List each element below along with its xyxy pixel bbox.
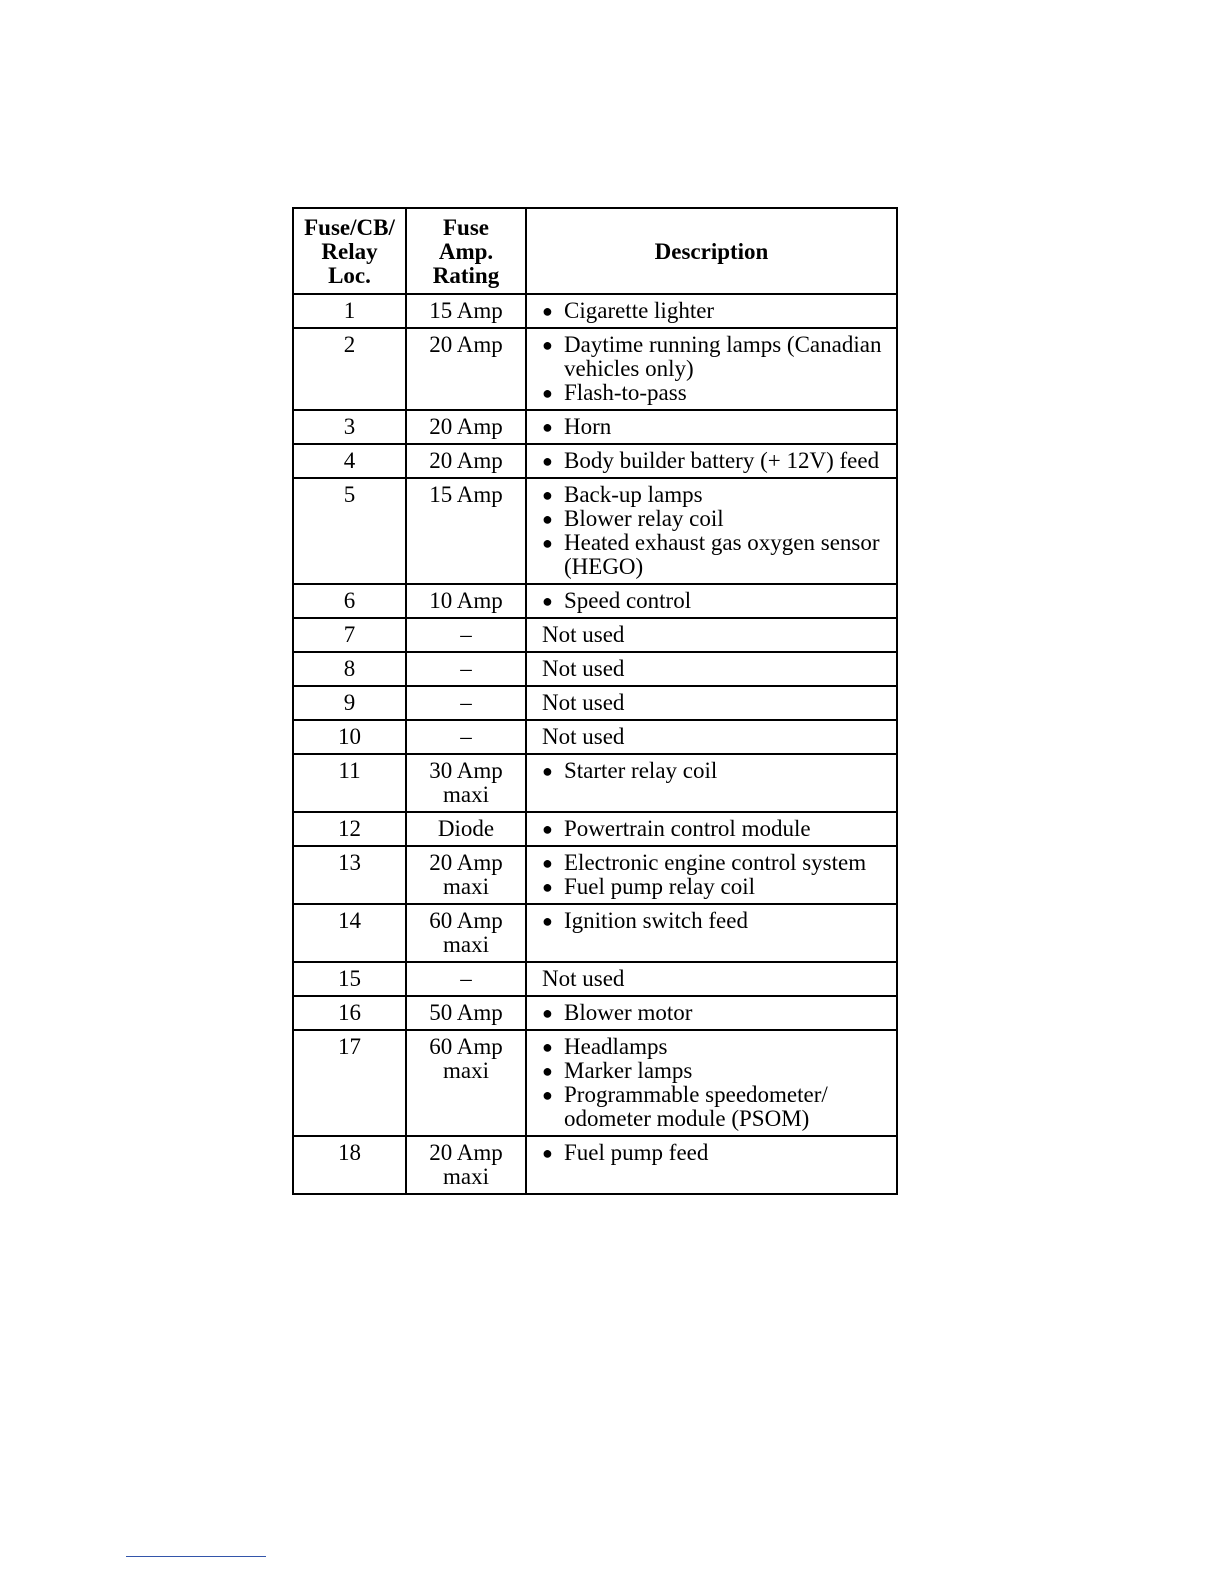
description-bullet-item — [542, 299, 890, 323]
cell-location: 12 — [293, 812, 406, 846]
table-row — [293, 996, 897, 1030]
bullet-text: Fuel pump feed — [564, 1140, 709, 1165]
bullet-icon: ● — [542, 335, 553, 355]
description-bullet-item — [542, 381, 890, 405]
bullet-text: Starter relay coil — [564, 758, 718, 783]
description-bullet-item — [542, 1035, 890, 1059]
cell-location: 7 — [293, 618, 406, 652]
description-bullet-item — [542, 875, 890, 899]
header-row — [293, 208, 897, 294]
cell-description — [526, 812, 897, 846]
cell-location: 4 — [293, 444, 406, 478]
cell-rating — [406, 720, 526, 754]
table-row — [293, 1136, 897, 1194]
bullet-text: Ignition switch feed — [564, 908, 748, 933]
cell-description — [526, 904, 897, 962]
rating-line: 20 Amp — [429, 332, 503, 357]
bullet-text: Back-up lamps — [564, 482, 703, 507]
description-bullet-item — [542, 507, 890, 531]
rating-line: 20 Amp — [429, 1140, 503, 1165]
cell-location: 18 — [293, 1136, 406, 1194]
cell-location: 3 — [293, 410, 406, 444]
header-description: Description — [526, 208, 897, 294]
cell-description — [526, 1030, 897, 1136]
bullet-icon: ● — [542, 301, 553, 321]
header-location-line: Fuse/CB/ — [304, 215, 395, 240]
table-header — [293, 208, 897, 294]
table-row — [293, 328, 897, 410]
cell-location: 6 — [293, 584, 406, 618]
cell-rating — [406, 1136, 526, 1194]
bullet-text: Powertrain control module — [564, 816, 811, 841]
cell-rating — [406, 444, 526, 478]
cell-rating — [406, 328, 526, 410]
rating-line: maxi — [443, 782, 489, 807]
bullet-icon: ● — [542, 451, 553, 471]
cell-rating — [406, 686, 526, 720]
rating-line: 10 Amp — [429, 588, 503, 613]
cell-description — [526, 328, 897, 410]
rating-line: 60 Amp — [429, 908, 503, 933]
bullet-icon: ● — [542, 1085, 553, 1105]
cell-description — [526, 686, 897, 720]
cell-description — [526, 444, 897, 478]
rating-line: Diode — [437, 816, 495, 841]
bullet-icon: ● — [542, 417, 553, 437]
cell-location: 5 — [293, 478, 406, 584]
table-row — [293, 686, 897, 720]
bullet-text: Headlamps — [564, 1034, 668, 1059]
cell-description — [526, 410, 897, 444]
cell-description — [526, 962, 897, 996]
rating-line: 60 Amp — [429, 1034, 503, 1059]
table-row — [293, 1030, 897, 1136]
table-row — [293, 410, 897, 444]
cell-description — [526, 1136, 897, 1194]
cell-description — [526, 652, 897, 686]
rating-line: maxi — [443, 1058, 489, 1083]
cell-description — [526, 996, 897, 1030]
bullet-text: Body builder battery (+ 12V) feed — [564, 448, 880, 473]
cell-description — [526, 846, 897, 904]
description-bullet-item — [542, 759, 890, 783]
bullet-icon: ● — [542, 1037, 553, 1057]
bullet-text: Blower relay coil — [564, 506, 724, 531]
cell-location: 1 — [293, 294, 406, 328]
rating-line: 20 Amp — [429, 850, 503, 875]
bullet-icon: ● — [542, 853, 553, 873]
cell-rating — [406, 846, 526, 904]
rating-line: 20 Amp — [429, 448, 503, 473]
rating-line: 30 Amp — [429, 758, 503, 783]
bullet-icon: ● — [542, 761, 553, 781]
rating-line: – — [460, 724, 472, 749]
description-bullet-item — [542, 1083, 890, 1131]
bullet-text: Marker lamps — [564, 1058, 693, 1083]
description-text: Not used — [542, 656, 625, 681]
bullet-icon: ● — [542, 533, 553, 553]
rating-line: maxi — [443, 874, 489, 899]
bullet-text: Fuel pump relay coil — [564, 874, 755, 899]
bullet-icon: ● — [542, 1061, 553, 1081]
table-row — [293, 812, 897, 846]
table-row — [293, 444, 897, 478]
table-row — [293, 720, 897, 754]
description-bullet-item — [542, 449, 890, 473]
description-bullet-item — [542, 483, 890, 507]
cell-location: 8 — [293, 652, 406, 686]
header-rating — [406, 208, 526, 294]
bullet-icon: ● — [542, 819, 553, 839]
rating-line: 20 Amp — [429, 414, 503, 439]
bullet-text: Horn — [564, 414, 612, 439]
bullet-text: Speed control — [564, 588, 692, 613]
description-bullet-item — [542, 1001, 890, 1025]
cell-description — [526, 584, 897, 618]
table-body — [293, 294, 897, 1194]
cell-rating — [406, 294, 526, 328]
header-location-line: Relay — [321, 239, 378, 264]
bullet-text: Electronic engine control system — [564, 850, 867, 875]
cell-description — [526, 720, 897, 754]
bullet-text: Flash-to-pass — [564, 380, 687, 405]
cell-location: 13 — [293, 846, 406, 904]
description-bullet-item — [542, 333, 890, 381]
table-row — [293, 962, 897, 996]
table-row — [293, 478, 897, 584]
bullet-icon: ● — [542, 485, 553, 505]
bullet-icon: ● — [542, 877, 553, 897]
cell-rating — [406, 812, 526, 846]
rating-line: 50 Amp — [429, 1000, 503, 1025]
table-row — [293, 904, 897, 962]
description-bullet-item — [542, 531, 890, 579]
cell-location: 9 — [293, 686, 406, 720]
cell-location: 11 — [293, 754, 406, 812]
table-row — [293, 652, 897, 686]
cell-rating — [406, 410, 526, 444]
rating-line: – — [460, 622, 472, 647]
description-text: Not used — [542, 724, 625, 749]
rating-line: 15 Amp — [429, 298, 503, 323]
bullet-icon: ● — [542, 1143, 553, 1163]
fuse-table — [292, 207, 898, 1195]
cell-location: 16 — [293, 996, 406, 1030]
cell-location: 17 — [293, 1030, 406, 1136]
bullet-icon: ● — [542, 911, 553, 931]
cell-description — [526, 754, 897, 812]
cell-rating — [406, 478, 526, 584]
header-rating-line: Fuse — [443, 215, 489, 240]
cell-description — [526, 478, 897, 584]
cell-location: 10 — [293, 720, 406, 754]
bullet-text: Cigarette lighter — [564, 298, 715, 323]
rating-line: maxi — [443, 932, 489, 957]
description-bullet-item — [542, 851, 890, 875]
cell-location: 2 — [293, 328, 406, 410]
table-row — [293, 584, 897, 618]
cell-rating — [406, 618, 526, 652]
description-bullet-item — [542, 817, 890, 841]
header-location-line: Loc. — [328, 263, 371, 288]
bullet-icon: ● — [542, 509, 553, 529]
description-bullet-item — [542, 589, 890, 613]
description-bullet-item — [542, 1141, 890, 1165]
rating-line: 15 Amp — [429, 482, 503, 507]
cell-location: 14 — [293, 904, 406, 962]
table-row — [293, 846, 897, 904]
table-row — [293, 754, 897, 812]
cell-rating — [406, 962, 526, 996]
rating-line: maxi — [443, 1164, 489, 1189]
rating-line: – — [460, 656, 472, 681]
cell-rating — [406, 652, 526, 686]
bullet-text: Daytime running lamps (Canadian vehicles only) — [564, 332, 882, 381]
bullet-text: Heated exhaust gas oxygen sensor (HEGO) — [564, 530, 880, 579]
bullet-text: Blower motor — [564, 1000, 693, 1025]
footnote-divider — [126, 1556, 266, 1557]
cell-description — [526, 618, 897, 652]
bullet-icon: ● — [542, 1003, 553, 1023]
cell-rating — [406, 584, 526, 618]
cell-description — [526, 294, 897, 328]
header-rating-line: Rating — [432, 263, 500, 288]
header-location — [293, 208, 406, 294]
header-rating-line: Amp. — [438, 239, 494, 264]
rating-line: – — [460, 966, 472, 991]
description-bullet-item — [542, 909, 890, 933]
bullet-text: Programmable speedometer/ odometer module (PSOM) — [564, 1082, 828, 1131]
cell-location: 15 — [293, 962, 406, 996]
rating-line: – — [460, 690, 472, 715]
cell-rating — [406, 754, 526, 812]
cell-rating — [406, 1030, 526, 1136]
description-text: Not used — [542, 622, 625, 647]
cell-rating — [406, 904, 526, 962]
cell-rating — [406, 996, 526, 1030]
description-bullet-item — [542, 415, 890, 439]
table-row — [293, 618, 897, 652]
description-text: Not used — [542, 690, 625, 715]
bullet-icon: ● — [542, 591, 553, 611]
description-bullet-item — [542, 1059, 890, 1083]
bullet-icon: ● — [542, 383, 553, 403]
table-row — [293, 294, 897, 328]
description-text: Not used — [542, 966, 625, 991]
